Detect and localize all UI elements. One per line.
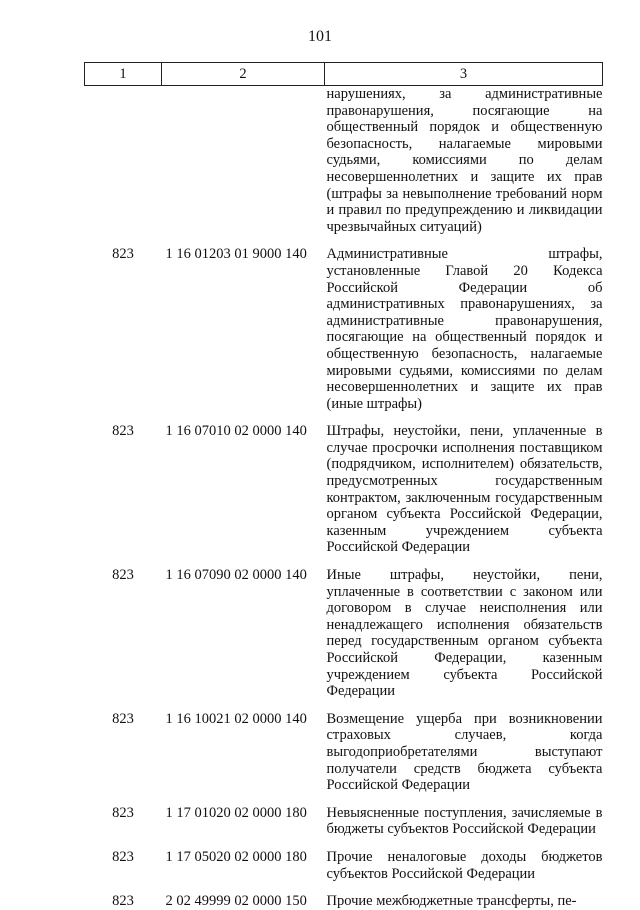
revenue-code-cell: 1 16 10021 02 0000 140 — [165, 710, 307, 727]
revenue-code-cell: 1 17 05020 02 0000 180 — [165, 848, 307, 865]
admin-code-cell: 823 — [112, 848, 134, 865]
description-cell: Штрафы, неустойки, пени, уплаченные в случае просрочки исполнения поставщиком (подрядчиком, исполнителем) обязательств, предусмотренных государственным контрактом, заключенным государственным органом субъекта Российской Федерации, казенным учреждением субъекта Российской Федерации — [326, 423, 603, 556]
admin-code-cell — [85, 86, 162, 247]
admin-code-cell: 823 — [112, 246, 134, 263]
table-row — [85, 246, 603, 423]
table-body — [85, 86, 603, 910]
table-row — [85, 849, 603, 893]
admin-code-cell: 823 — [112, 567, 134, 584]
table-row — [85, 805, 603, 849]
header-col-2: 2 — [162, 63, 325, 86]
table-header — [85, 63, 603, 86]
description-cell: Прочие межбюджетные трансферты, пе- — [326, 893, 577, 910]
revenue-code-cell: 1 17 01020 02 0000 180 — [165, 804, 307, 821]
header-row — [85, 63, 603, 86]
budget-revenue-table — [84, 62, 603, 910]
admin-code-cell: 823 — [112, 710, 134, 727]
header-col-1: 1 — [85, 63, 162, 86]
revenue-code-cell: 2 02 49999 02 0000 150 — [165, 893, 307, 910]
description-cell: Возмещение ущерба при возникновении страховых случаев, когда выгодоприобретателями выступают получатели средств бюджета субъекта Российской Федерации — [326, 710, 603, 794]
admin-code-cell: 823 — [112, 423, 134, 440]
admin-code-cell: 823 — [112, 804, 134, 821]
admin-code-cell: 823 — [112, 893, 134, 910]
description-cell: нарушениях, за административные правонарушения, посягающие на общественный порядок и общественную безопасность, налагаемые мировыми судьями, комиссиями по делам несовершеннолетних и защите их прав (штрафы за невыполнение требований норм и правил по предупреждению и ликвидации чрезвычайных ситуаций) — [326, 86, 603, 235]
header-col-3: 3 — [325, 63, 603, 86]
table-row — [85, 86, 603, 247]
table-row — [85, 711, 603, 805]
revenue-code-cell: 1 16 07010 02 0000 140 — [165, 423, 307, 440]
description-cell: Иные штрафы, неустойки, пени, уплаченные в соответствии с законом или договором в случае неисполнения или ненадлежащего исполнения обязательств перед государственным органом субъекта Российской Федерации, казенным учреждением субъекта Российской Федерации — [326, 567, 603, 700]
description-cell: Невыясненные поступления, зачисляемые в бюджеты субъектов Российской Федерации — [326, 804, 603, 838]
revenue-code-cell — [162, 86, 325, 247]
revenue-code-cell: 1 16 01203 01 9000 140 — [165, 246, 307, 263]
table-row — [85, 567, 603, 711]
revenue-code-cell: 1 16 07090 02 0000 140 — [165, 567, 307, 584]
page-number: 101 — [308, 28, 332, 45]
table-row — [85, 893, 603, 910]
description-cell: Прочие неналоговые доходы бюджетов субъектов Российской Федерации — [326, 848, 603, 882]
description-cell: Административные штрафы, установленные Главой 20 Кодекса Российской Федерации об административных правонарушениях, за административные правонарушения, посягающие на общественный порядок и общественную безопасность, налагаемые мировыми судьями, комиссиями по делам несовершеннолетних и защите их прав (иные штрафы) — [326, 246, 603, 412]
table-row — [85, 423, 603, 567]
